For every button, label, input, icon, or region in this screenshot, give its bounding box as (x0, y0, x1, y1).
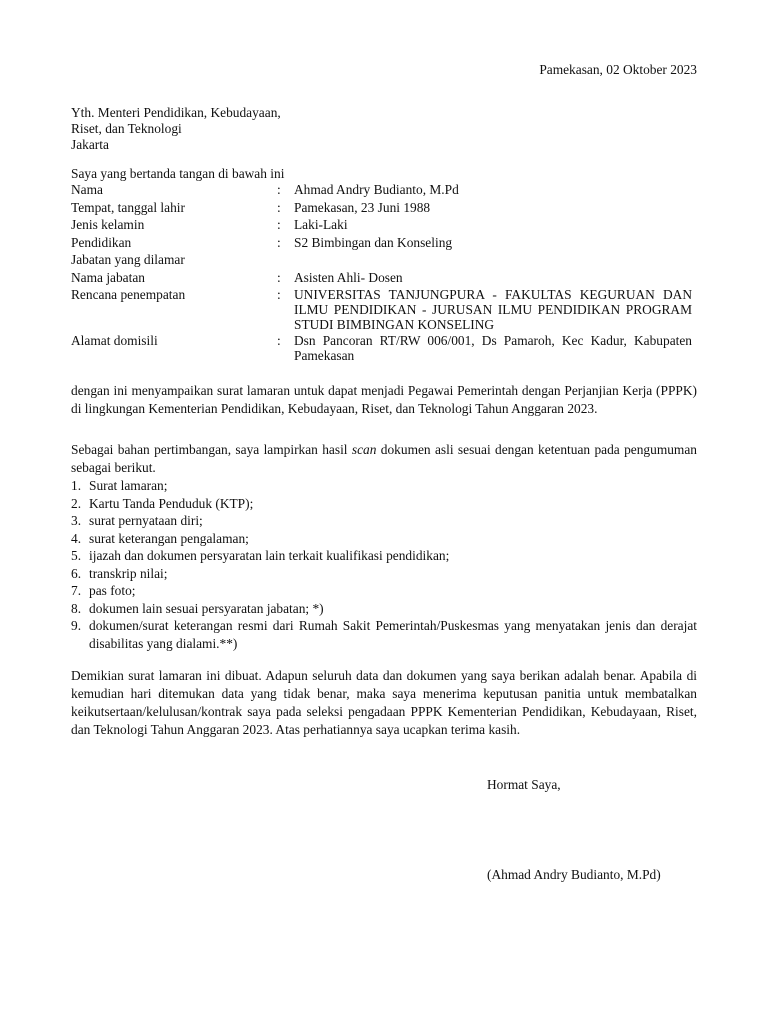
list-item (71, 600, 697, 618)
field-colon: : (277, 287, 281, 302)
field-colon: : (277, 217, 281, 232)
list-item (71, 495, 697, 513)
addressee-line: Riset, dan Teknologi (71, 121, 182, 136)
field-label: Rencana penempatan (71, 287, 186, 302)
list-text: Kartu Tanda Penduduk (KTP); (89, 495, 254, 511)
field-label: Alamat domisili (71, 333, 158, 348)
addressee-line: Yth. Menteri Pendidikan, Kebudayaan, (71, 105, 281, 120)
paragraph-text: dokumen asli sesuai dengan ketentuan pada pengumuman sebagai berikut. (71, 442, 697, 475)
list-item (71, 617, 697, 652)
list-text: Surat lamaran; (89, 478, 168, 493)
list-number: 8. (71, 600, 82, 616)
field-row-jenis-kelamin (71, 216, 697, 234)
field-label: Tempat, tanggal lahir (71, 199, 185, 215)
field-colon: : (277, 199, 281, 215)
list-text: transkrip nilai; (89, 565, 168, 581)
field-value: Dsn Pancoran RT/RW 006/001, Ds Pamaroh, Kec Kadur, Kabupaten Pamekasan (294, 333, 692, 363)
list-number: 9. (71, 618, 82, 633)
emphasis-text: scan (351, 442, 377, 457)
list-item (71, 582, 697, 600)
field-value: Ahmad Andry Budianto, M.Pd (294, 182, 459, 197)
field-label: Jabatan yang dilamar (71, 252, 185, 267)
field-row-ttl (71, 199, 697, 217)
signature-name: (Ahmad Andry Budianto, M.Pd) (487, 867, 661, 882)
field-colon: : (277, 269, 281, 285)
field-colon: : (277, 182, 281, 197)
field-row-pendidikan (71, 234, 697, 252)
field-row-nama-jabatan (71, 269, 697, 287)
field-colon: : (277, 234, 281, 250)
field-label: Jenis kelamin (71, 217, 145, 232)
field-value: Laki-Laki (294, 217, 348, 232)
field-colon: : (277, 333, 281, 348)
list-item (71, 477, 697, 495)
field-label: Nama (71, 182, 103, 197)
list-text: dokumen/surat keterangan resmi dari Rumah Sakit Pemerintah/Puskesmas yang menyatakan jenis dan derajat disabilitas yang dialami.**) (89, 618, 697, 651)
list-number: 1. (71, 478, 82, 493)
list-text: ijazah dan dokumen persyaratan lain terkait kualifikasi pendidikan; (89, 548, 450, 563)
intro-line: Saya yang bertanda tangan di bawah ini (71, 166, 285, 181)
list-item (71, 565, 697, 583)
field-label: Nama jabatan (71, 269, 145, 285)
attachments-intro-paragraph (71, 441, 697, 477)
list-text: surat pernyataan diri; (89, 513, 203, 528)
list-text: pas foto; (89, 583, 136, 598)
field-row-jabatan-dilamar (71, 251, 697, 269)
attachments-list (71, 477, 697, 652)
list-number: 5. (71, 548, 82, 563)
paragraph-text: Sebagai bahan pertimbangan, saya lampirkan hasil (71, 442, 352, 457)
addressee-line: Jakarta (71, 137, 109, 152)
addressee-block (71, 105, 281, 153)
list-text: surat keterangan pengalaman; (89, 530, 249, 546)
application-paragraph: dengan ini menyampaikan surat lamaran untuk dapat menjadi Pegawai Pemerintah dengan Perjanjian Kerja (PPPK) di lingkungan Kementerian Pendidikan, Kebudayaan, Riset, dan Teknologi Tahun Anggaran 2023. (71, 383, 697, 416)
field-row-nama (71, 181, 697, 199)
applicant-fields (71, 181, 697, 363)
list-number: 7. (71, 583, 82, 598)
list-number: 6. (71, 565, 82, 581)
list-number: 4. (71, 530, 82, 546)
list-number: 3. (71, 513, 82, 528)
list-number: 2. (71, 495, 82, 511)
field-value: Pamekasan, 23 Juni 1988 (294, 199, 431, 215)
list-text: dokumen lain sesuai persyaratan jabatan; *) (89, 600, 324, 616)
letter-date: Pamekasan, 02 Oktober 2023 (539, 62, 697, 77)
closing-salutation: Hormat Saya, (487, 777, 561, 792)
closing-paragraph: Demikian surat lamaran ini dibuat. Adapun seluruh data dan dokumen yang saya berikan adalah benar. Apabila di kemudian hari ditemukan data yang tidak benar, maka saya menerima keputusan panitia untuk membatalkan keikutsertaan/kelulusan/kontrak saya pada seleksi pengadaan PPPK Kementerian Pendidikan, Kebudayaan, Riset, dan Teknologi Tahun Anggaran 2023. Atas perhatiannya saya ucapkan terima kasih. (71, 668, 697, 737)
list-item (71, 512, 697, 530)
field-row-alamat (71, 332, 697, 363)
field-value: S2 Bimbingan dan Konseling (294, 234, 453, 250)
field-label: Pendidikan (71, 234, 132, 250)
field-value: UNIVERSITAS TANJUNGPURA - FAKULTAS KEGURUAN DAN ILMU PENDIDIKAN - JURUSAN ILMU PENDIDIKAN PROGRAM STUDI BIMBINGAN KONSELING (294, 287, 692, 332)
list-item (71, 530, 697, 548)
field-row-rencana-penempatan (71, 286, 697, 332)
field-value: Asisten Ahli- Dosen (294, 269, 403, 285)
list-item (71, 547, 697, 565)
